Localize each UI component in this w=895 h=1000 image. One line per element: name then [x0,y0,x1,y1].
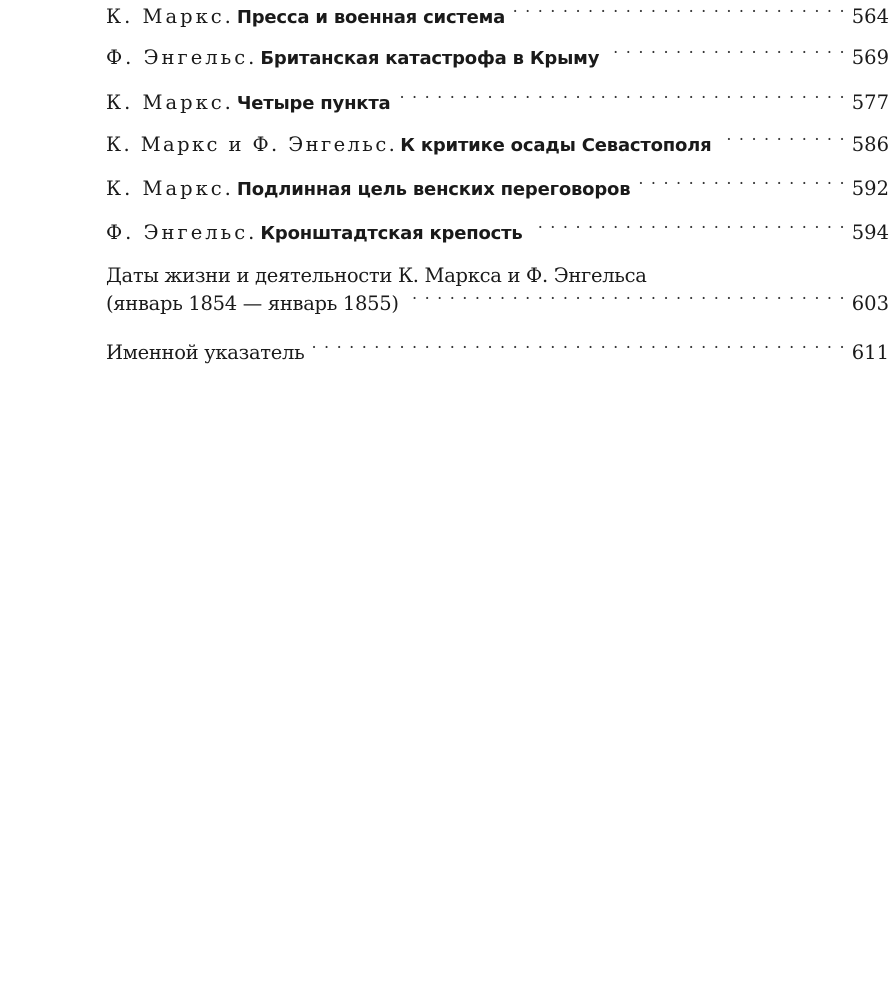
entry-title: Британская катастрофа в Крыму [260,48,600,69]
dot-leader [397,89,846,109]
toc-entry[interactable] [106,175,889,204]
entry-page-number: 594 [851,221,889,244]
dot-leader [636,175,845,195]
entry-page-number: 586 [851,133,889,156]
entry-title: Четыре пункта [236,93,391,114]
name-index-label: Именной указатель [106,341,305,364]
entry-page-number: 611 [851,341,889,364]
entry-author: К. Маркс. [106,91,234,114]
dot-leader [529,219,846,239]
entry-title: Пресса и военная система [236,7,506,28]
entry-author: К. Маркс и Ф. Энгельс. [106,133,398,156]
entry-author: К. Маркс. [106,177,234,200]
entry-title: Кронштадтская крепость [260,223,523,244]
entry-author: Ф. Энгельс. [106,46,258,69]
entry-title: Подлинная цель венских переговоров [236,179,631,200]
chronology-title-line2: (январь 1854 — январь 1855) [106,292,399,315]
toc-entry-chronology[interactable] [106,262,889,318]
entry-page-number: 564 [851,5,889,28]
entry-page-number: 569 [851,46,889,69]
chronology-title-line1: Даты жизни и деятельности К. Маркса и Ф. Энгельса [106,264,647,287]
entry-title: К критике осады Севастополя [400,135,712,156]
toc-entry[interactable] [106,89,889,118]
toc-entry[interactable] [106,219,889,248]
dot-leader [405,290,846,310]
dot-leader [511,3,846,23]
dot-leader [310,339,845,359]
entry-author: Ф. Энгельс. [106,221,258,244]
toc-entry-name-index[interactable] [106,339,889,367]
entry-page-number: 592 [851,177,889,200]
toc-entry[interactable] [106,3,889,32]
entry-author: К. Маркс. [106,5,234,28]
toc-entry[interactable] [106,44,889,73]
dot-leader [718,131,846,151]
dot-leader [605,44,846,64]
entry-page-number: 603 [851,292,889,315]
toc-entry[interactable] [106,131,889,160]
entry-page-number: 577 [851,91,889,114]
